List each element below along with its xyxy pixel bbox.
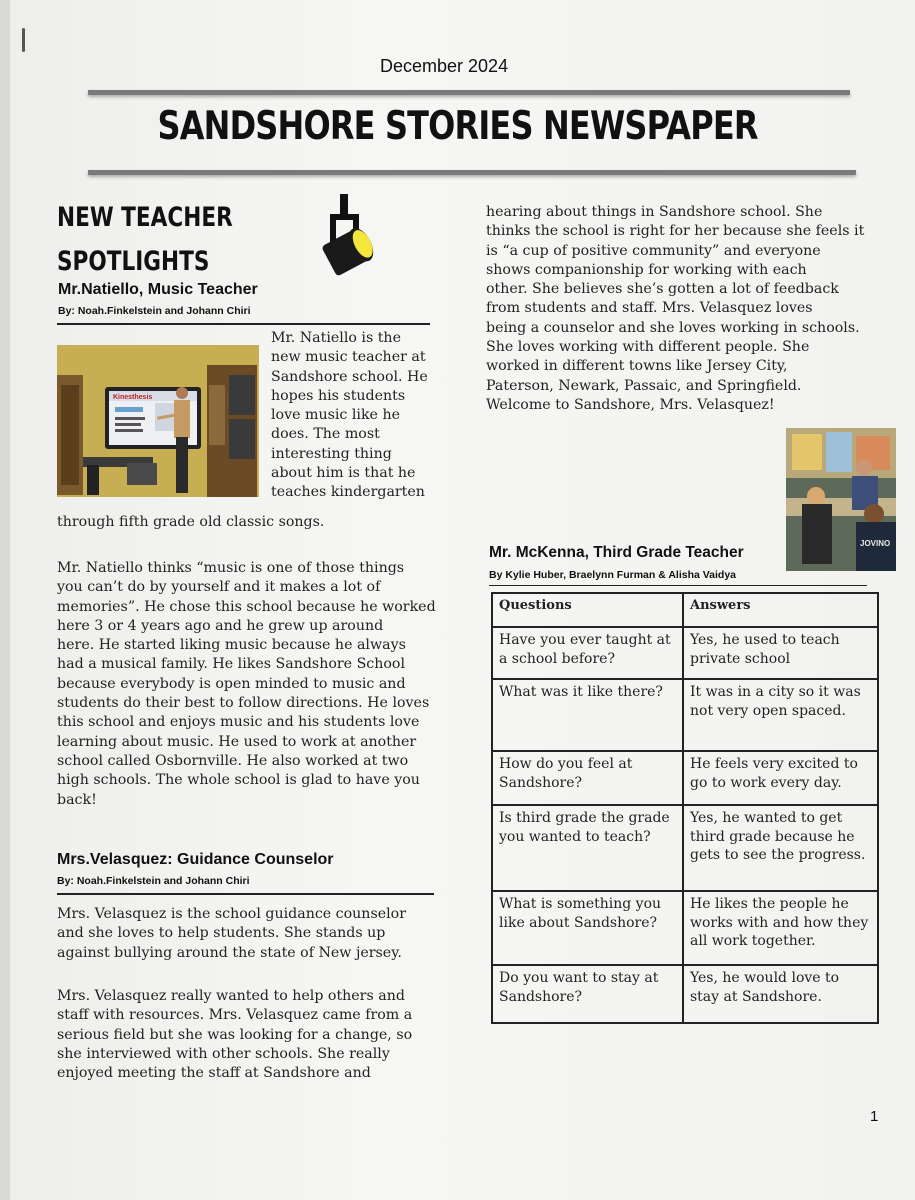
- table-row: [492, 891, 878, 965]
- text-line: this school and enjoys music and his students love: [57, 714, 420, 731]
- table-row: [492, 627, 878, 679]
- text-line: here. He started liking music because he always: [57, 637, 406, 654]
- masthead-top-rule: [88, 90, 850, 95]
- table-cell-question: What is something you like about Sandshore?: [492, 891, 683, 965]
- table-cell-answer: Yes, he used to teach private school: [683, 627, 878, 679]
- section-title-line2: SPOTLIGHTS: [57, 246, 210, 277]
- article1-rule: [57, 323, 430, 325]
- text-line: memories”. He chose this school because he worked: [57, 598, 436, 615]
- text-line: staff with resources. Mrs. Velasquez came from a: [57, 1007, 413, 1024]
- text-line: Mrs. Velasquez really wanted to help others and: [57, 988, 405, 1004]
- table-cell-answer: He feels very excited to go to work every day.: [683, 751, 878, 805]
- table-cell-question: Do you want to stay at Sandshore?: [492, 965, 683, 1023]
- article2-rule: [57, 893, 434, 895]
- article1-para1: [271, 329, 451, 503]
- article1-byline: By: Noah.Finkelstein and Johann Chiri: [58, 305, 251, 317]
- article2-para1: [57, 905, 457, 963]
- text-line: you can’t do by yourself and it makes a lot of: [57, 579, 381, 596]
- article3-byline: By Kylie Huber, Braelynn Furman & Alisha Vaidya: [489, 569, 737, 581]
- text-line: being a counselor and she loves working in schools.: [486, 319, 860, 336]
- text-line: teaches kindergarten: [271, 484, 425, 501]
- text-line: against bullying around the state of New jersey.: [57, 944, 402, 961]
- text-line: Mr. Natiello thinks “music is one of those things: [57, 560, 405, 576]
- text-line: Mrs. Velasquez is the school guidance counselor: [57, 906, 406, 922]
- issue-date: December 2024: [380, 56, 509, 76]
- text-line: love music like he: [271, 407, 400, 424]
- table-row: [492, 805, 878, 891]
- article1-para1-tail: through fifth grade old classic songs.: [57, 514, 325, 530]
- text-line: thinks the school is right for her because she feels it: [486, 223, 865, 240]
- text-line: interesting thing: [271, 445, 392, 462]
- text-line: about him is that he: [271, 465, 416, 482]
- text-line: is “a cup of positive community” and everyone: [486, 242, 821, 259]
- article2-continued: [486, 203, 886, 415]
- binder-mark: [22, 28, 25, 52]
- text-line: and she loves to help students. She stands up: [57, 925, 386, 942]
- table-cell-answer: Yes, he wanted to get third grade because he gets to see the progress.: [683, 805, 878, 891]
- table-row: [492, 965, 878, 1023]
- article3-rule: [489, 585, 867, 586]
- table-cell-answer: It was in a city so it was not very open spaced.: [683, 679, 878, 751]
- photo-shirt-text: JOVINO: [860, 539, 891, 548]
- table-row: [492, 679, 878, 751]
- column-header-answers: Answers: [683, 593, 878, 627]
- article2-byline: By: Noah.Finkelstein and Johann Chiri: [57, 875, 250, 887]
- text-line: serious field but she was looking for a change, so: [57, 1026, 413, 1043]
- text-line: Mr. Natiello is the: [271, 330, 401, 346]
- spotlight-lamp-icon: [320, 194, 382, 289]
- table-cell-question: How do you feel at Sandshore?: [492, 751, 683, 805]
- masthead-title: SANDSHORE STORIES NEWSPAPER: [157, 104, 758, 149]
- music-classroom-photo: [57, 345, 259, 497]
- text-line: She loves working with different people. She: [486, 339, 810, 356]
- article1-para2: [57, 559, 457, 810]
- table-header-row: [492, 593, 878, 627]
- text-line: had a musical family. He likes Sandshore School: [57, 656, 406, 673]
- text-line: Sandshore school. He: [271, 368, 428, 385]
- text-line: students do their best to follow directions. He loves: [57, 695, 430, 712]
- section-title: [57, 196, 233, 284]
- column-header-questions: Questions: [492, 593, 683, 627]
- photo-screen-text: Kinesthesis: [113, 394, 153, 401]
- article2-headline: Mrs.Velasquez: Guidance Counselor: [57, 851, 334, 868]
- interview-table: [491, 592, 879, 1024]
- text-line: because everybody is open minded to music and: [57, 675, 406, 692]
- table-cell-answer: He likes the people he works with and how they all work together.: [683, 891, 878, 965]
- table-row: [492, 751, 878, 805]
- text-line: from students and staff. Mrs. Velasquez loves: [486, 300, 813, 317]
- text-line: shows companionship for working with each: [486, 261, 807, 278]
- text-line: high schools. The whole school is glad to have you: [57, 772, 420, 789]
- article1-headline: Mr.Natiello, Music Teacher: [58, 281, 258, 298]
- text-line: other. She believes she’s gotten a lot of feedback: [486, 281, 839, 298]
- text-line: back!: [57, 791, 97, 808]
- text-line: does. The most: [271, 426, 380, 443]
- text-line: school called Osbornville. He also worked at two: [57, 752, 409, 769]
- text-line: here 3 or 4 years ago and he grew up around: [57, 617, 384, 634]
- masthead-bottom-rule: [88, 170, 856, 175]
- classroom-group-photo: [786, 428, 896, 571]
- table-cell-question: Is third grade the grade you wanted to teach?: [492, 805, 683, 891]
- text-line: hopes his students: [271, 387, 406, 404]
- article2-para2: [57, 987, 457, 1083]
- section-title-line1: NEW TEACHER: [57, 202, 233, 233]
- table-cell-question: Have you ever taught at a school before?: [492, 627, 683, 679]
- text-line: hearing about things in Sandshore school. She: [486, 204, 823, 220]
- page-number: 1: [870, 1108, 879, 1125]
- text-line: Welcome to Sandshore, Mrs. Velasquez!: [486, 396, 775, 413]
- text-line: learning about music. He used to work at another: [57, 733, 417, 750]
- text-line: new music teacher at: [271, 349, 426, 366]
- article3-headline: Mr. McKenna, Third Grade Teacher: [489, 544, 744, 561]
- text-line: Paterson, Newark, Passaic, and Springfield.: [486, 377, 802, 394]
- text-line: worked in different towns like Jersey City,: [486, 358, 788, 375]
- table-cell-question: What was it like there?: [492, 679, 683, 751]
- table-cell-answer: Yes, he would love to stay at Sandshore.: [683, 965, 878, 1023]
- text-line: enjoyed meeting the staff at Sandshore and: [57, 1065, 371, 1082]
- text-line: she interviewed with other schools. She really: [57, 1045, 390, 1062]
